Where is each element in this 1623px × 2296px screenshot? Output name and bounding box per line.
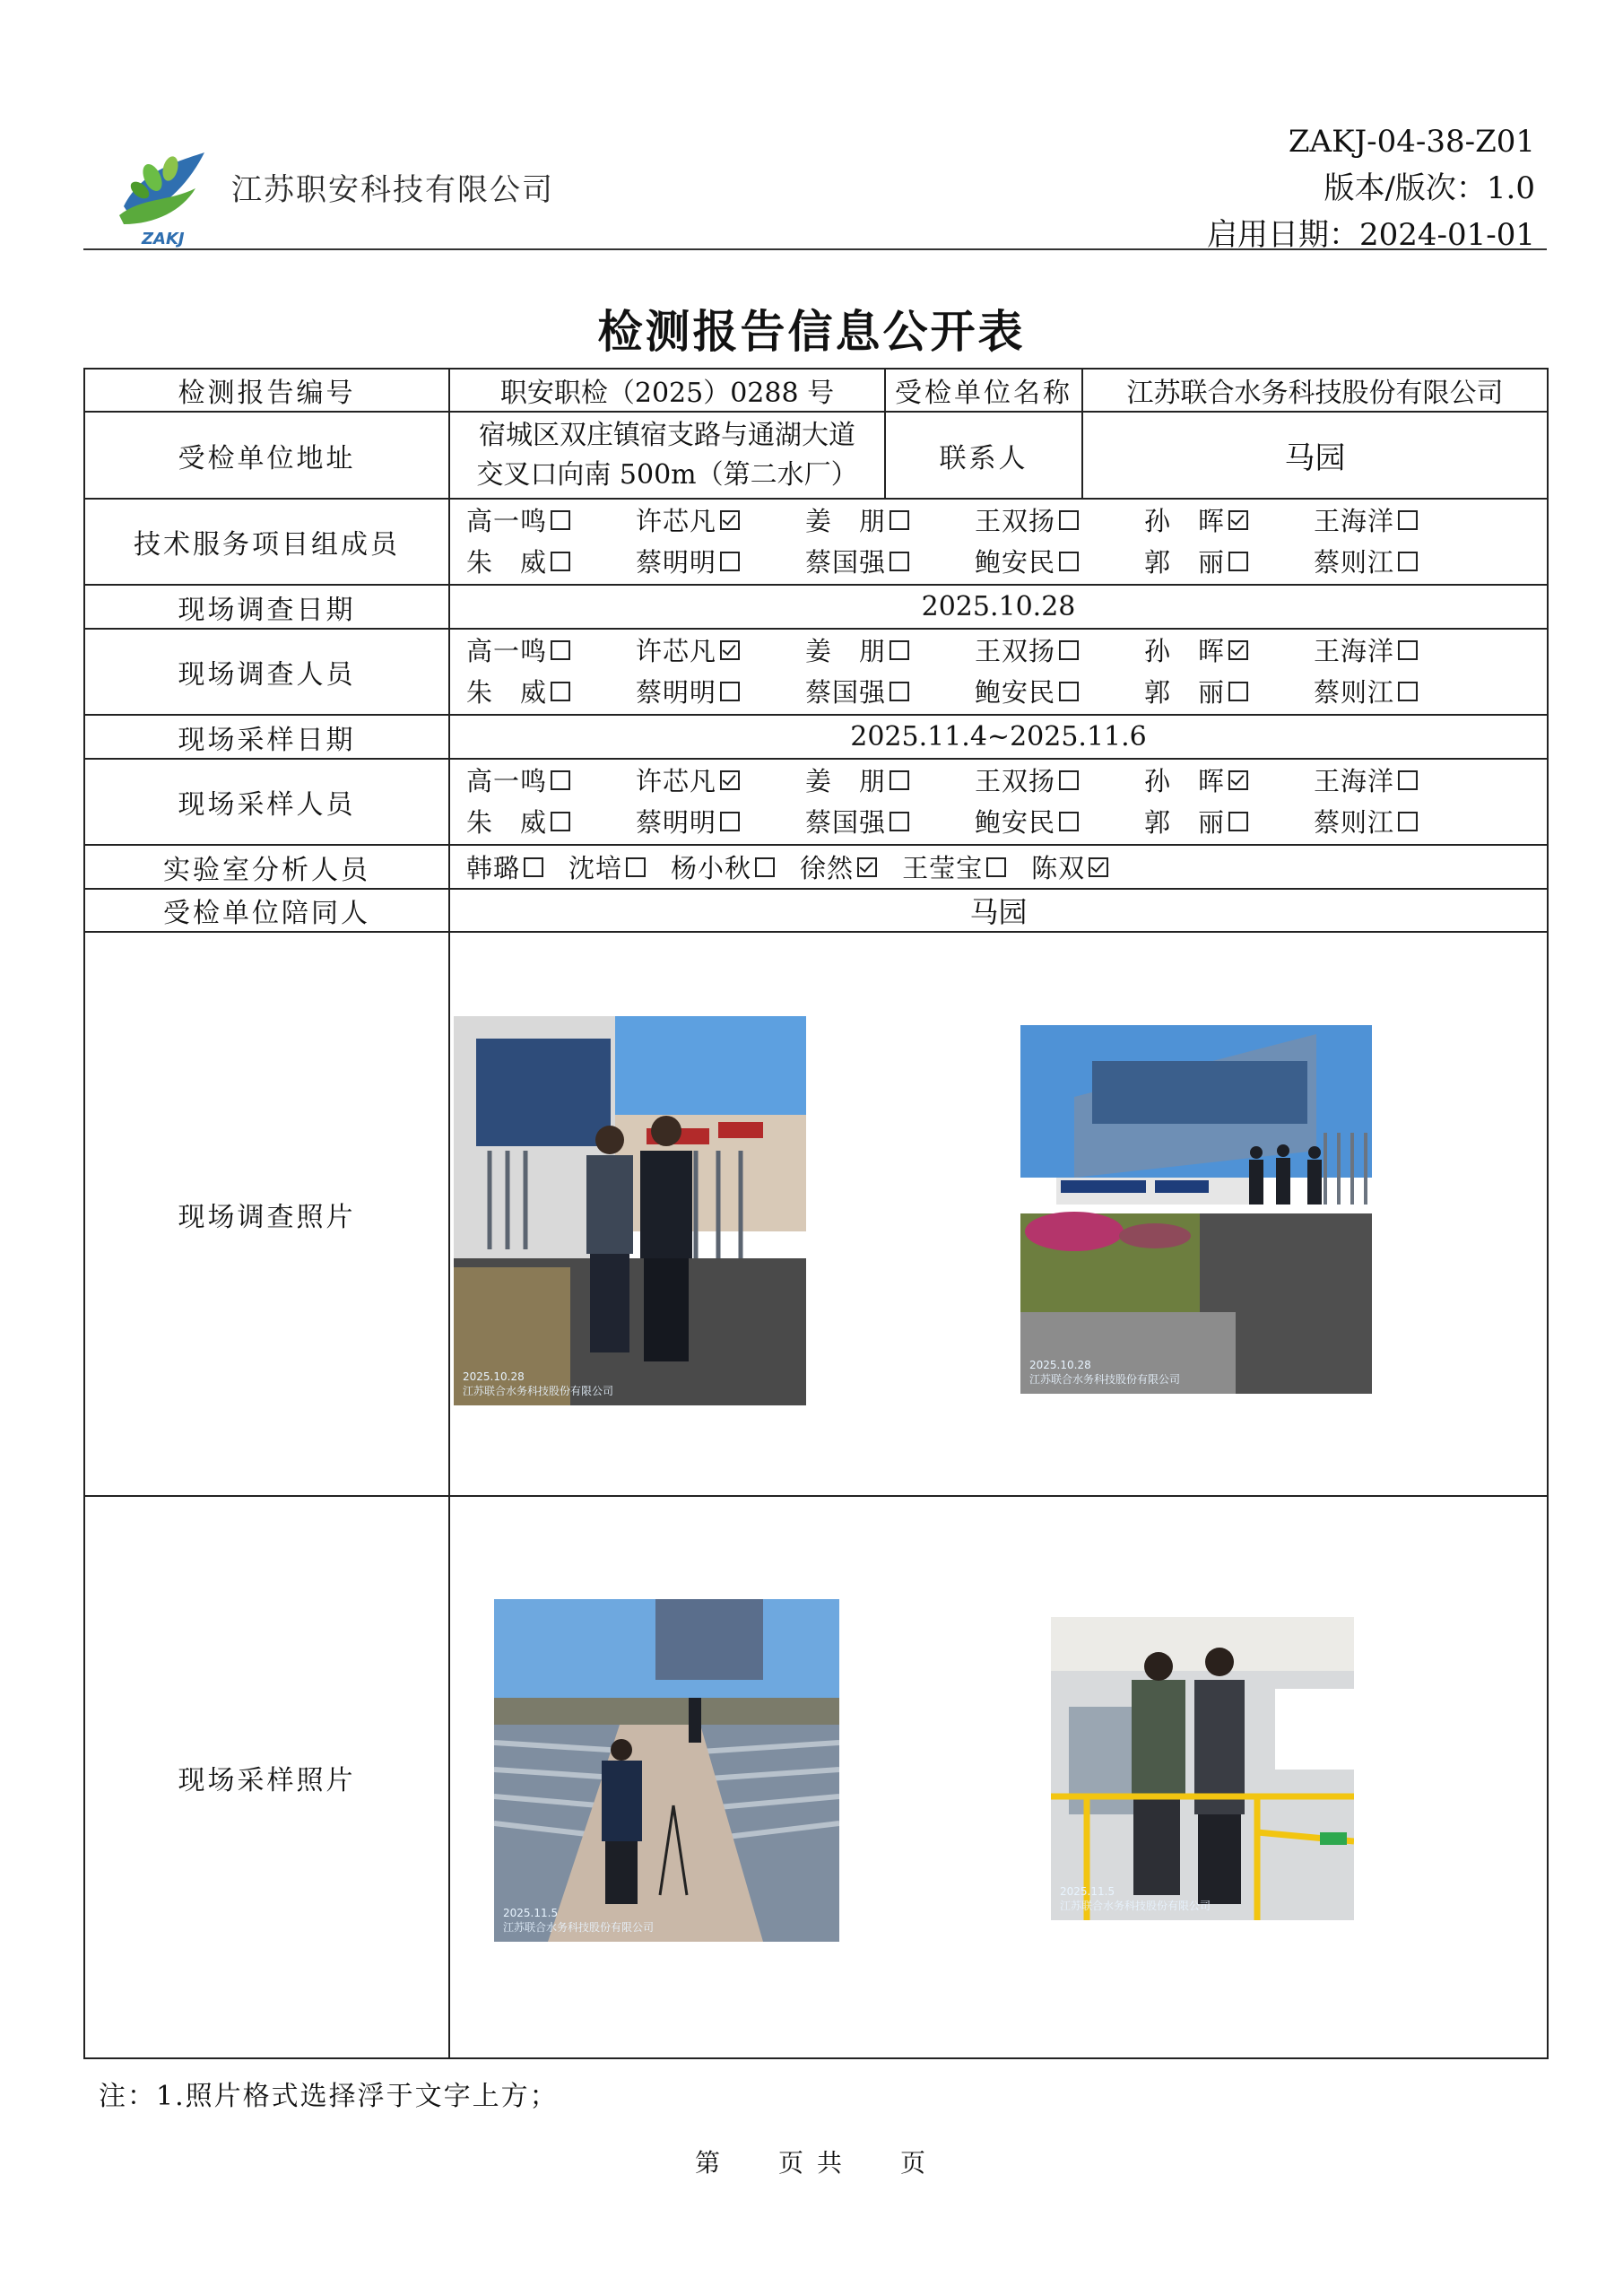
member-name: 郭 丽 bbox=[1144, 677, 1226, 708]
unchecked-box-icon[interactable] bbox=[551, 552, 570, 571]
checked-box-icon[interactable] bbox=[720, 510, 740, 530]
unchecked-box-icon[interactable] bbox=[626, 857, 646, 877]
member-name: 高一鸣 bbox=[466, 766, 548, 796]
member-name: 蔡则江 bbox=[1314, 547, 1395, 578]
doc-code: ZAKJ-04-38-Z01 bbox=[1288, 124, 1535, 160]
team-label: 技术服务项目组成员 bbox=[84, 499, 449, 585]
member-entry bbox=[636, 672, 805, 713]
survey-checklist bbox=[450, 631, 1547, 713]
lab-member-name: 沈培 bbox=[568, 853, 623, 883]
unchecked-box-icon[interactable] bbox=[890, 640, 909, 660]
member-name: 王海洋 bbox=[1314, 766, 1395, 796]
sampling-photo-1-caption: 2025.11.5 江苏联合水务科技股份有限公司 bbox=[503, 1907, 655, 1934]
lab-label: 实验室分析人员 bbox=[84, 845, 449, 889]
member-name: 许芯凡 bbox=[636, 636, 717, 666]
member-entry bbox=[636, 542, 805, 583]
member-name: 朱 威 bbox=[466, 677, 548, 708]
member-entry bbox=[1144, 500, 1314, 542]
member-entry bbox=[636, 631, 805, 672]
member-entry bbox=[466, 672, 636, 713]
unchecked-box-icon[interactable] bbox=[1228, 812, 1248, 831]
member-name: 蔡国强 bbox=[805, 807, 887, 838]
survey-photo-1 bbox=[454, 1016, 806, 1405]
footnote: 注：1.照片格式选择浮于文字上方； bbox=[99, 2081, 559, 2112]
member-name: 孙 晖 bbox=[1144, 636, 1226, 666]
page-number: 第 页 共 页 bbox=[695, 2148, 928, 2178]
member-name: 姜 朋 bbox=[805, 766, 887, 796]
unchecked-box-icon[interactable] bbox=[1059, 812, 1079, 831]
unchecked-box-icon[interactable] bbox=[720, 552, 740, 571]
row-lab bbox=[84, 845, 1548, 889]
member-entry bbox=[1314, 542, 1483, 583]
address-value bbox=[449, 412, 885, 499]
company-logo bbox=[106, 135, 222, 251]
checked-box-icon[interactable] bbox=[1228, 770, 1248, 790]
sampling-photo-label: 现场采样照片 bbox=[84, 1496, 449, 2058]
lab-member-entry bbox=[902, 848, 1006, 885]
lab-member-entry bbox=[671, 848, 775, 885]
unchecked-box-icon[interactable] bbox=[755, 857, 775, 877]
unchecked-box-icon[interactable] bbox=[890, 812, 909, 831]
unit-name-label: 受检单位名称 bbox=[885, 369, 1082, 412]
member-entry bbox=[805, 672, 975, 713]
sampling-checklist bbox=[450, 761, 1547, 843]
member-name: 王双扬 bbox=[975, 506, 1056, 536]
member-name: 郭 丽 bbox=[1144, 547, 1226, 578]
lab-member-entry bbox=[800, 848, 877, 885]
survey-photo-2 bbox=[1020, 1025, 1372, 1394]
unchecked-box-icon[interactable] bbox=[551, 770, 570, 790]
header-divider bbox=[83, 248, 1547, 250]
unchecked-box-icon[interactable] bbox=[1059, 682, 1079, 701]
unchecked-box-icon[interactable] bbox=[551, 682, 570, 701]
survey-photo-2-caption: 2025.10.28 江苏联合水务科技股份有限公司 bbox=[1029, 1359, 1181, 1386]
checked-box-icon[interactable] bbox=[720, 770, 740, 790]
unit-name-value: 江苏联合水务科技股份有限公司 bbox=[1082, 369, 1548, 412]
member-entry bbox=[805, 500, 975, 542]
checked-box-icon[interactable] bbox=[1228, 640, 1248, 660]
lab-member-entry bbox=[466, 848, 543, 885]
lab-members bbox=[449, 845, 1548, 889]
unchecked-box-icon[interactable] bbox=[1228, 682, 1248, 701]
info-table bbox=[83, 368, 1549, 2059]
unchecked-box-icon[interactable] bbox=[551, 510, 570, 530]
sampling-date-value: 2025.11.4~2025.11.6 bbox=[449, 715, 1548, 759]
member-name: 鲍安民 bbox=[975, 807, 1056, 838]
member-name: 蔡明明 bbox=[636, 677, 717, 708]
member-entry bbox=[975, 500, 1144, 542]
member-name: 高一鸣 bbox=[466, 636, 548, 666]
member-entry bbox=[805, 631, 975, 672]
checked-box-icon[interactable] bbox=[857, 857, 877, 877]
unchecked-box-icon[interactable] bbox=[1398, 682, 1418, 701]
member-name: 蔡则江 bbox=[1314, 677, 1395, 708]
row-escort bbox=[84, 889, 1548, 932]
unchecked-box-icon[interactable] bbox=[1059, 770, 1079, 790]
member-name: 孙 晖 bbox=[1144, 766, 1226, 796]
survey-photo-label: 现场调查照片 bbox=[84, 932, 449, 1496]
address-line-1: 宿城区双庄镇宿支路与通湖大道 bbox=[479, 419, 855, 451]
page-title: 检测报告信息公开表 bbox=[597, 305, 1026, 358]
doc-version: 版本/版次：1.0 bbox=[1324, 170, 1535, 206]
unchecked-box-icon[interactable] bbox=[1228, 552, 1248, 571]
member-entry bbox=[636, 500, 805, 542]
member-name: 蔡则江 bbox=[1314, 807, 1395, 838]
member-name: 许芯凡 bbox=[636, 766, 717, 796]
survey-photos bbox=[449, 932, 1548, 1496]
member-entry bbox=[1144, 761, 1314, 802]
escort-label: 受检单位陪同人 bbox=[84, 889, 449, 932]
survey-date-value: 2025.10.28 bbox=[449, 585, 1548, 629]
member-entry bbox=[1144, 672, 1314, 713]
member-name: 高一鸣 bbox=[466, 506, 548, 536]
unchecked-box-icon[interactable] bbox=[890, 552, 909, 571]
contact-label: 联系人 bbox=[885, 412, 1082, 499]
member-entry bbox=[636, 761, 805, 802]
member-name: 王海洋 bbox=[1314, 636, 1395, 666]
member-entry bbox=[975, 802, 1144, 843]
member-entry bbox=[1314, 761, 1483, 802]
unchecked-box-icon[interactable] bbox=[1398, 640, 1418, 660]
member-name: 蔡国强 bbox=[805, 677, 887, 708]
row-report-no bbox=[84, 369, 1548, 412]
escort-value: 马园 bbox=[449, 889, 1548, 932]
report-no-value: 职安职检（2025）0288 号 bbox=[449, 369, 885, 412]
unchecked-box-icon[interactable] bbox=[1398, 552, 1418, 571]
sampling-staff-members bbox=[449, 759, 1548, 845]
unchecked-box-icon[interactable] bbox=[890, 770, 909, 790]
member-name: 姜 朋 bbox=[805, 636, 887, 666]
member-name: 蔡明明 bbox=[636, 547, 717, 578]
doc-meta bbox=[1207, 118, 1535, 258]
member-name: 王双扬 bbox=[975, 636, 1056, 666]
member-name: 蔡国强 bbox=[805, 547, 887, 578]
doc-effective-date: 启用日期：2024-01-01 bbox=[1206, 217, 1535, 253]
row-survey-photos bbox=[84, 932, 1548, 1496]
row-survey-staff bbox=[84, 629, 1548, 715]
company-name: 江苏职安科技有限公司 bbox=[231, 172, 554, 208]
member-name: 朱 威 bbox=[466, 807, 548, 838]
unchecked-box-icon[interactable] bbox=[720, 812, 740, 831]
member-name: 许芯凡 bbox=[636, 506, 717, 536]
member-name: 鲍安民 bbox=[975, 547, 1056, 578]
lab-member-entry bbox=[1031, 848, 1108, 885]
unchecked-box-icon[interactable] bbox=[524, 857, 543, 877]
team-members bbox=[449, 499, 1548, 585]
member-name: 郭 丽 bbox=[1144, 807, 1226, 838]
sampling-photos bbox=[449, 1496, 1548, 2058]
lab-member-name: 韩璐 bbox=[466, 853, 521, 883]
lab-member-name: 杨小秋 bbox=[671, 853, 752, 883]
lab-checklist bbox=[450, 848, 1547, 885]
row-team bbox=[84, 499, 1548, 585]
member-entry bbox=[636, 802, 805, 843]
lab-member-name: 王莹宝 bbox=[902, 853, 984, 883]
member-entry bbox=[466, 500, 636, 542]
lab-member-name: 陈双 bbox=[1031, 853, 1086, 883]
member-entry bbox=[1314, 500, 1483, 542]
survey-staff-label: 现场调查人员 bbox=[84, 629, 449, 715]
row-sampling-photos bbox=[84, 1496, 1548, 2058]
checked-box-icon[interactable] bbox=[720, 640, 740, 660]
address-label: 受检单位地址 bbox=[84, 412, 449, 499]
member-entry bbox=[975, 761, 1144, 802]
team-checklist bbox=[450, 500, 1547, 583]
row-sampling-staff bbox=[84, 759, 1548, 845]
unchecked-box-icon[interactable] bbox=[1059, 640, 1079, 660]
member-name: 姜 朋 bbox=[805, 506, 887, 536]
member-entry bbox=[975, 672, 1144, 713]
sampling-photo-1 bbox=[494, 1599, 839, 1942]
member-entry bbox=[466, 631, 636, 672]
member-name: 蔡明明 bbox=[636, 807, 717, 838]
member-entry bbox=[975, 631, 1144, 672]
row-address bbox=[84, 412, 1548, 499]
unchecked-box-icon[interactable] bbox=[551, 640, 570, 660]
unchecked-box-icon[interactable] bbox=[1059, 552, 1079, 571]
member-name: 王海洋 bbox=[1314, 506, 1395, 536]
unchecked-box-icon[interactable] bbox=[890, 510, 909, 530]
sampling-staff-label: 现场采样人员 bbox=[84, 759, 449, 845]
survey-date-label: 现场调查日期 bbox=[84, 585, 449, 629]
member-entry bbox=[1144, 802, 1314, 843]
unchecked-box-icon[interactable] bbox=[720, 682, 740, 701]
logo-text: ZAKJ bbox=[142, 230, 185, 248]
member-entry bbox=[805, 761, 975, 802]
member-entry bbox=[1144, 631, 1314, 672]
unchecked-box-icon[interactable] bbox=[1398, 510, 1418, 530]
member-entry bbox=[466, 761, 636, 802]
unchecked-box-icon[interactable] bbox=[1398, 812, 1418, 831]
address-line-2: 交叉口向南 500m（第二水厂） bbox=[476, 458, 858, 491]
checked-box-icon[interactable] bbox=[1228, 510, 1248, 530]
checked-box-icon[interactable] bbox=[1089, 857, 1108, 877]
member-name: 朱 威 bbox=[466, 547, 548, 578]
member-name: 鲍安民 bbox=[975, 677, 1056, 708]
lab-member-name: 徐然 bbox=[800, 853, 855, 883]
sampling-photo-2 bbox=[1051, 1617, 1354, 1920]
sampling-photo-2-caption: 2025.11.5 江苏联合水务科技股份有限公司 bbox=[1060, 1885, 1211, 1912]
member-entry bbox=[1314, 631, 1483, 672]
member-entry bbox=[1314, 672, 1483, 713]
member-entry bbox=[1314, 802, 1483, 843]
member-entry bbox=[975, 542, 1144, 583]
survey-photo-1-caption: 2025.10.28 江苏联合水务科技股份有限公司 bbox=[463, 1370, 614, 1397]
unchecked-box-icon[interactable] bbox=[890, 682, 909, 701]
member-entry bbox=[1144, 542, 1314, 583]
lab-member-entry bbox=[568, 848, 646, 885]
contact-value: 马园 bbox=[1082, 412, 1548, 499]
unchecked-box-icon[interactable] bbox=[1059, 510, 1079, 530]
sampling-date-label: 现场采样日期 bbox=[84, 715, 449, 759]
member-entry bbox=[805, 542, 975, 583]
unchecked-box-icon[interactable] bbox=[551, 812, 570, 831]
row-survey-date bbox=[84, 585, 1548, 629]
member-name: 孙 晖 bbox=[1144, 506, 1226, 536]
member-entry bbox=[466, 542, 636, 583]
survey-staff-members bbox=[449, 629, 1548, 715]
unchecked-box-icon[interactable] bbox=[986, 857, 1006, 877]
row-sampling-date bbox=[84, 715, 1548, 759]
unchecked-box-icon[interactable] bbox=[1398, 770, 1418, 790]
member-entry bbox=[805, 802, 975, 843]
report-no-label: 检测报告编号 bbox=[84, 369, 449, 412]
member-name: 王双扬 bbox=[975, 766, 1056, 796]
member-entry bbox=[466, 802, 636, 843]
